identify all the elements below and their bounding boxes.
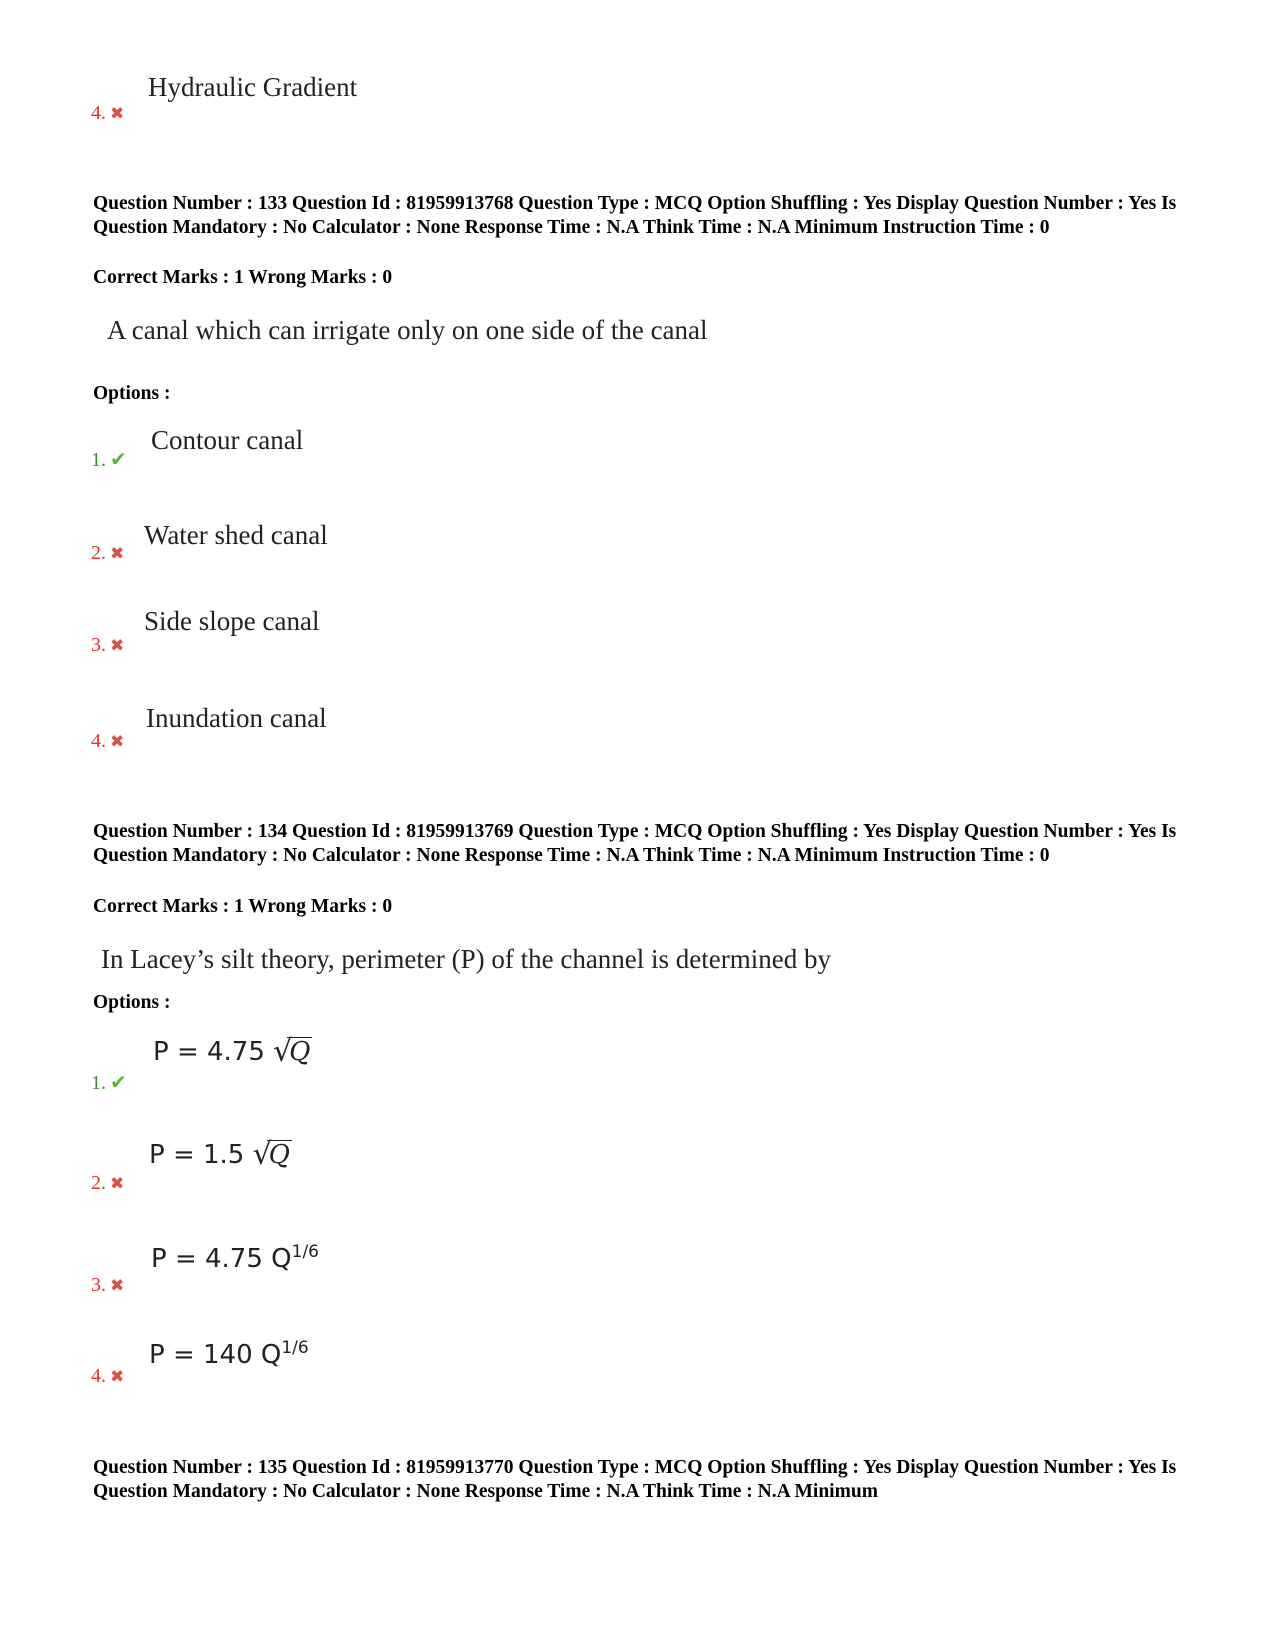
square-root-icon: √ Q [252,1137,290,1172]
check-icon: ✔ [110,449,127,471]
square-root-icon: √ Q [273,1034,311,1069]
cross-icon: ✖ [110,1174,125,1193]
q133-option-1-number [91,447,127,472]
cross-icon: ✖ [110,1367,125,1386]
q133-option-2-number [91,542,124,565]
cross-icon: ✖ [110,732,125,751]
formula-prefix: P = 4.75 Q [151,1244,292,1274]
question-134-marks: Correct Marks : 1 Wrong Marks : 0 [93,896,393,917]
q133-option-3-text: Side slope canal [144,606,320,636]
option-number: 3. [91,1274,106,1296]
q134-option-1-number [91,1070,127,1095]
option-number: 1. [91,1072,106,1094]
formula-power: 1/6 [281,1338,309,1358]
option-number: 4. [91,730,106,752]
cross-icon: ✖ [110,104,125,123]
cross-icon: ✖ [110,544,125,563]
q133-option-2-text: Water shed canal [144,520,328,550]
formula-radicand: Q [268,1140,290,1170]
question-135-meta: Question Number : 135 Question Id : 81959913770 Question Type : MCQ Option Shuffling : Yes Display Question Number : Yes Is Question Mandatory : No Calculator : None Response Time : N.A Think Time : N.A Minimum [93,1457,1177,1502]
cross-icon: ✖ [110,636,125,655]
question-133-text: A canal which can irrigate only on one side of the canal [107,315,708,345]
formula-prefix: P = 140 Q [149,1340,282,1370]
q134-option-2-formula [149,1137,292,1172]
option-number: 4. [91,1365,106,1387]
q134-option-2-number [91,1172,124,1195]
q133-option-3-number [91,634,124,657]
question-133-marks: Correct Marks : 1 Wrong Marks : 0 [93,267,393,288]
formula-power: 1/6 [291,1242,319,1262]
check-icon: ✔ [110,1072,127,1094]
q134-option-4-number [91,1365,124,1388]
prev-option-4-text: Hydraulic Gradient [148,72,358,102]
question-133-options-label: Options : [93,383,171,404]
question-133-meta: Question Number : 133 Question Id : 81959913768 Question Type : MCQ Option Shuffling : Yes Display Question Number : Yes Is Question Mandatory : No Calculator : None Response Time : N.A Think Time : N.A Minimum Instruction Time : 0 [93,193,1177,238]
question-134-text: In Lacey’s silt theory, perimeter (P) of the channel is determined by [101,944,832,974]
q133-option-4-text: Inundation canal [146,703,327,733]
option-number: 2. [91,1172,106,1194]
question-134-options-label: Options : [93,992,171,1013]
option-number: 1. [91,449,106,471]
formula-radicand: Q [289,1037,311,1067]
question-134-meta: Question Number : 134 Question Id : 81959913769 Question Type : MCQ Option Shuffling : Yes Display Question Number : Yes Is Question Mandatory : No Calculator : None Response Time : N.A Think Time : N.A Minimum Instruction Time : 0 [93,821,1177,866]
option-number: 4. [91,102,106,124]
option-number: 2. [91,542,106,564]
q134-option-1-formula [153,1034,312,1069]
q134-option-4-formula [149,1338,309,1370]
q133-option-4-number [91,730,124,753]
option-number: 3. [91,634,106,656]
q134-option-3-formula [151,1242,319,1274]
q133-option-1-text: Contour canal [151,425,304,455]
cross-icon: ✖ [110,1276,125,1295]
prev-option-4-number [91,102,124,125]
formula-prefix: P = 4.75 [153,1037,274,1067]
q134-option-3-number [91,1274,124,1297]
formula-prefix: P = 1.5 [149,1140,253,1170]
